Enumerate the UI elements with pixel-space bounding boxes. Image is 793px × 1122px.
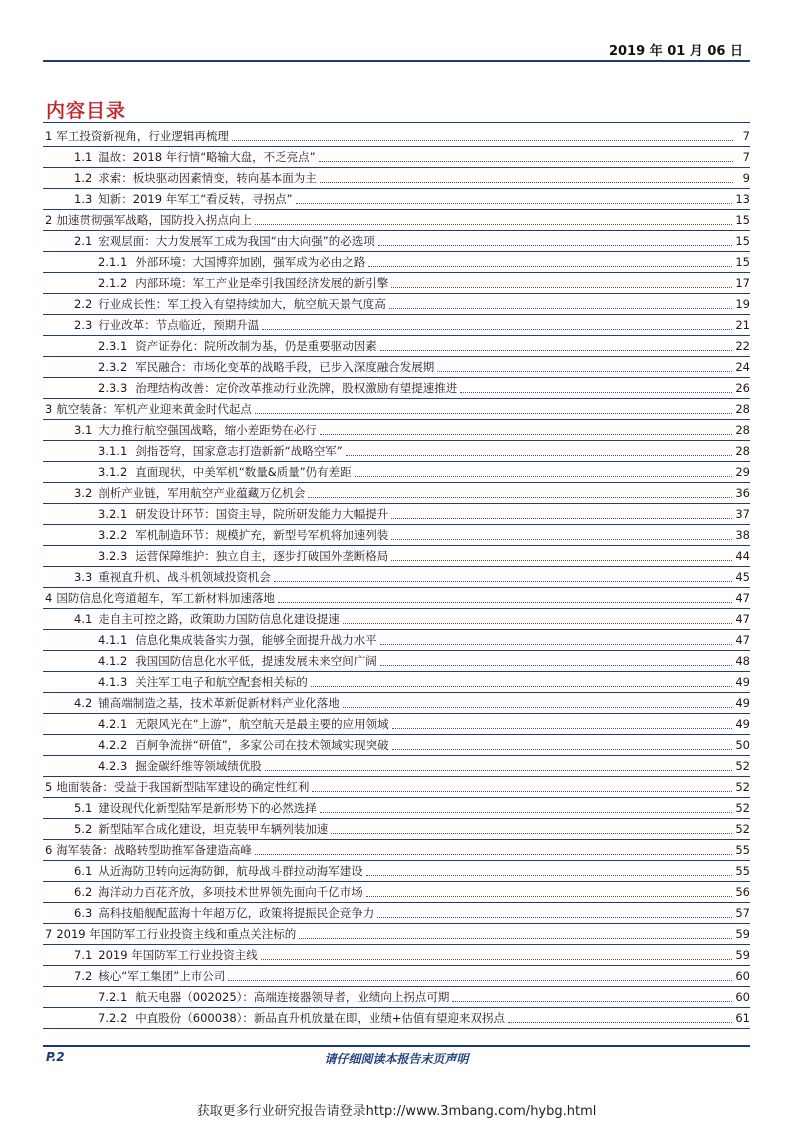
toc-entry[interactable] — [43, 420, 750, 441]
toc-entry-page: 22 — [735, 339, 750, 353]
toc-entry-title: 百舸争流拼“研值”，多家公司在技术领域实现突破 — [135, 738, 389, 752]
toc-leader-dots — [319, 161, 733, 162]
toc-entry-title: 宏观层面：大力发展军工成为我国“由大向强”的必选项 — [98, 234, 375, 248]
toc-entry-page: 52 — [735, 759, 750, 773]
toc-entry-page: 45 — [735, 570, 750, 584]
toc-entry-number: 2.1 — [74, 234, 93, 248]
toc-entry[interactable] — [43, 861, 750, 882]
toc-entry-title: 海洋动力百花齐放，多项技术世界领先面向千亿市场 — [98, 885, 363, 899]
toc-leader-dots — [391, 560, 732, 561]
toc-leader-dots — [508, 1022, 732, 1023]
toc-entry-page: 50 — [735, 738, 750, 752]
toc-entry[interactable] — [43, 378, 750, 399]
toc-entry[interactable] — [43, 273, 750, 294]
toc-leader-dots — [355, 476, 733, 477]
toc-entry-title: 剑指苍穹，国家意志打造新新“战略空军” — [135, 444, 343, 458]
toc-leader-dots — [346, 455, 733, 456]
toc-entry-number: 5.1 — [74, 801, 93, 815]
toc-entry-number: 2.3 — [74, 318, 93, 332]
toc-entry-title: 掘金碳纤维等领域绩优股 — [135, 759, 262, 773]
toc-leader-dots — [255, 224, 733, 225]
toc-entry-number: 3.2.1 — [98, 507, 128, 521]
toc-entry-title: 直面现状，中美军机“数量&质量”仍有差距 — [135, 465, 352, 479]
toc-entry-title: 中直股份（600038）：新品直升机放量在即，业绩+估值有望迎来双拐点 — [135, 1011, 506, 1025]
toc-leader-dots — [343, 707, 733, 708]
toc-leader-dots — [261, 959, 733, 960]
toc-entry-number: 4.1 — [74, 612, 93, 626]
toc-entry-number: 4.2.1 — [98, 717, 128, 731]
toc-leader-dots — [391, 539, 732, 540]
toc-leader-dots — [380, 350, 733, 351]
header-date: 2019 年 01 月 06 日 — [609, 44, 743, 59]
toc-leader-dots — [296, 203, 733, 204]
toc-entry-title: 铺高端制造之基，技术革新促新材料产业化落地 — [98, 696, 340, 710]
toc-entry[interactable] — [43, 399, 750, 420]
toc-entry-page: 47 — [735, 633, 750, 647]
toc-leader-dots — [228, 980, 732, 981]
toc-leader-dots — [312, 791, 732, 792]
toc-entry[interactable] — [43, 840, 750, 861]
toc-list — [43, 126, 750, 1029]
toc-entry[interactable] — [43, 504, 750, 525]
toc-leader-dots — [366, 875, 733, 876]
toc-entry-page: 15 — [735, 255, 750, 269]
toc-entry-page: 52 — [735, 822, 750, 836]
toc-entry-title: 知新：2019 年军工“看反转，寻拐点” — [98, 192, 293, 206]
toc-entry[interactable] — [43, 630, 750, 651]
toc-leader-dots — [278, 602, 733, 603]
toc-leader-dots — [255, 413, 733, 414]
toc-entry-title: 大力推行航空强国战略，缩小差距势在必行 — [98, 423, 317, 437]
toc-entry-number: 6 — [45, 843, 53, 857]
toc-entry-number: 3.2.3 — [98, 549, 128, 563]
toc-entry[interactable] — [43, 777, 750, 798]
toc-entry-page: 49 — [735, 696, 750, 710]
toc-entry-page: 37 — [735, 507, 750, 521]
toc-leader-dots — [308, 497, 732, 498]
toc-entry-page: 19 — [735, 297, 750, 311]
toc-entry-number: 7.2.2 — [98, 1011, 128, 1025]
toc-entry-number: 4.1.2 — [98, 654, 128, 668]
toc-entry-number: 2 — [45, 213, 53, 227]
footer-divider — [43, 1045, 750, 1047]
toc-entry-number: 6.1 — [74, 864, 93, 878]
toc-leader-dots — [380, 665, 733, 666]
toc-entry[interactable] — [43, 441, 750, 462]
toc-entry-number: 4 — [45, 591, 53, 605]
toc-leader-dots — [378, 245, 733, 246]
toc-leader-dots — [255, 854, 733, 855]
toc-entry-number: 6.2 — [74, 885, 93, 899]
toc-entry-number: 2.3.1 — [98, 339, 128, 353]
toc-entry-title: 军工投资新视角，行业逻辑再梳理 — [56, 129, 229, 143]
header-divider — [43, 60, 750, 62]
toc-entry-number: 3.2 — [74, 486, 93, 500]
toc-entry-title: 无限风光在“上游”，航空航天是最主要的应用领域 — [135, 717, 389, 731]
toc-leader-dots — [460, 392, 732, 393]
toc-entry-page: 36 — [735, 486, 750, 500]
toc-entry[interactable] — [43, 336, 750, 357]
toc-entry[interactable] — [43, 546, 750, 567]
toc-entry-title: 我国国防信息化水平低，提速发展未来空间广阔 — [135, 654, 377, 668]
toc-leader-dots — [299, 938, 732, 939]
toc-entry-title: 运营保障维护：独立自主，逐步打破国外垄断格局 — [135, 549, 389, 563]
toc-entry-number: 2.2 — [74, 297, 93, 311]
toc-leader-dots — [391, 287, 732, 288]
toc-entry-title: 信息化集成装备实力强，能够全面提升战力水平 — [135, 633, 377, 647]
toc-entry[interactable] — [43, 462, 750, 483]
toc-entry-page: 61 — [735, 1011, 750, 1025]
toc-entry-number: 3.2.2 — [98, 528, 128, 542]
toc-leader-dots — [262, 329, 732, 330]
toc-entry-number: 5 — [45, 780, 53, 794]
toc-entry-page: 55 — [735, 843, 750, 857]
toc-entry-page: 15 — [735, 213, 750, 227]
toc-entry-page: 13 — [735, 192, 750, 206]
toc-entry-title: 重视直升机、战斗机领域投资机会 — [98, 570, 271, 584]
toc-leader-dots — [392, 728, 733, 729]
toc-entry[interactable] — [43, 315, 750, 336]
toc-entry-title: 剖析产业链，军用航空产业蕴藏万亿机会 — [98, 486, 306, 500]
toc-entry-page: 48 — [735, 654, 750, 668]
toc-entry-page: 49 — [735, 675, 750, 689]
toc-entry-title: 军机制造环节：规模扩充，新型号军机将加速列装 — [135, 528, 389, 542]
toc-entry-number: 3.1 — [74, 423, 93, 437]
toc-leader-dots — [232, 140, 733, 141]
toc-entry-number: 7.2 — [74, 969, 93, 983]
toc-entry-number: 1.2 — [74, 171, 93, 185]
toc-entry-page: 26 — [735, 381, 750, 395]
toc-entry-title: 资产证券化：院所改制为基，仍是重要驱动因素 — [135, 339, 377, 353]
toc-entry-page: 21 — [735, 318, 750, 332]
toc-leader-dots — [320, 182, 733, 183]
toc-entry-title: 加速贯彻强军战略，国防投入拐点向上 — [56, 213, 252, 227]
toc-entry-page: 55 — [735, 864, 750, 878]
toc-entry-number: 1.1 — [74, 150, 93, 164]
toc-entry-number: 2.3.2 — [98, 360, 128, 374]
toc-entry[interactable] — [43, 924, 750, 945]
toc-entry[interactable] — [43, 210, 750, 231]
toc-entry-number: 3.3 — [74, 570, 93, 584]
toc-entry-title: 研发设计环节：国资主导，院所研发能力大幅提升 — [135, 507, 389, 521]
toc-entry-title: 航空装备：军机产业迎来黄金时代起点 — [56, 402, 252, 416]
toc-entry-title: 外部环境：大国博弈加剧，强军成为必由之路 — [135, 255, 366, 269]
toc-entry-page: 15 — [735, 234, 750, 248]
toc-entry[interactable] — [43, 819, 750, 840]
toc-entry[interactable] — [43, 651, 750, 672]
toc-entry-title: 航天电器（002025）：高端连接器领导者，业绩向上拐点可期 — [135, 990, 450, 1004]
toc-entry-page: 38 — [735, 528, 750, 542]
toc-entry[interactable] — [43, 126, 750, 147]
footer-disclaimer: 请仔细阅读本报告末页声明 — [324, 1052, 469, 1066]
toc-leader-dots — [377, 917, 732, 918]
toc-entry-page: 52 — [735, 801, 750, 815]
toc-leader-dots — [274, 581, 733, 582]
toc-entry[interactable] — [43, 672, 750, 693]
toc-entry-page: 7 — [742, 129, 750, 143]
toc-entry[interactable] — [43, 147, 750, 168]
toc-entry[interactable] — [43, 714, 750, 735]
toc-leader-dots — [368, 266, 732, 267]
toc-entry-number: 2.3.3 — [98, 381, 128, 395]
toc-entry[interactable] — [43, 882, 750, 903]
toc-entry-title: 行业成长性：军工投入有望持续加大，航空航天景气度高 — [98, 297, 386, 311]
toc-entry[interactable] — [43, 735, 750, 756]
toc-entry[interactable] — [43, 231, 750, 252]
toc-entry-title: 国防信息化弯道超车，军工新材料加速落地 — [56, 591, 275, 605]
toc-leader-dots — [265, 770, 733, 771]
toc-entry[interactable] — [43, 294, 750, 315]
toc-entry[interactable] — [43, 525, 750, 546]
toc-entry-number: 2.1.1 — [98, 255, 128, 269]
toc-entry-title: 行业改革：节点临近，预期升温 — [98, 318, 260, 332]
toc-leader-dots — [389, 308, 733, 309]
toc-entry-number: 7.1 — [74, 948, 93, 962]
toc-leader-dots — [452, 1001, 732, 1002]
toc-entry-title: 内部环境：军工产业是牵引我国经济发展的新引擎 — [135, 276, 389, 290]
toc-entry-number: 6.3 — [74, 906, 93, 920]
toc-entry-title: 求索：板块驱动因素情变，转向基本面为主 — [98, 171, 317, 185]
toc-entry-title: 高科技船舰配蓝海十年超万亿，政策将提振民企竞争力 — [98, 906, 375, 920]
toc-entry-page: 28 — [735, 402, 750, 416]
toc-entry[interactable] — [43, 903, 750, 924]
toc-entry-title: 新型陆军合成化建设，坦克装甲车辆列装加速 — [98, 822, 329, 836]
toc-entry-page: 52 — [735, 780, 750, 794]
toc-entry[interactable] — [43, 693, 750, 714]
toc-entry-number: 2.1.2 — [98, 276, 128, 290]
toc-entry[interactable] — [43, 252, 750, 273]
toc-entry-page: 49 — [735, 717, 750, 731]
toc-entry-page: 44 — [735, 549, 750, 563]
toc-entry-number: 4.1.1 — [98, 633, 128, 647]
toc-entry-page: 29 — [735, 465, 750, 479]
toc-entry-number: 3 — [45, 402, 53, 416]
toc-entry-page: 60 — [735, 969, 750, 983]
toc-entry[interactable] — [43, 567, 750, 588]
toc-entry-title: 建设现代化新型陆军是新形势下的必然选择 — [98, 801, 317, 815]
toc-entry-title: 军民融合：市场化变革的战略手段，已步入深度融合发展期 — [135, 360, 435, 374]
toc-entry[interactable] — [43, 1008, 750, 1029]
toc-entry[interactable] — [43, 189, 750, 210]
toc-title-divider — [43, 122, 750, 123]
toc-entry[interactable] — [43, 987, 750, 1008]
toc-entry-title: 关注军工电子和航空配套相关标的 — [135, 675, 308, 689]
toc-entry-number: 7 — [45, 927, 53, 941]
toc-entry-number: 4.1.3 — [98, 675, 128, 689]
toc-entry-page: 9 — [742, 171, 750, 185]
toc-entry-number: 3.1.1 — [98, 444, 128, 458]
toc-leader-dots — [343, 623, 733, 624]
toc-entry-title: 地面装备：受益于我国新型陆军建设的确定性红利 — [56, 780, 310, 794]
toc-entry[interactable] — [43, 588, 750, 609]
footer-page-number: P.2 — [46, 1050, 65, 1064]
toc-entry[interactable] — [43, 168, 750, 189]
toc-entry[interactable] — [43, 756, 750, 777]
toc-leader-dots — [437, 371, 732, 372]
toc-entry[interactable] — [43, 966, 750, 987]
toc-entry[interactable] — [43, 357, 750, 378]
toc-entry-title: 海军装备：战略转型助推军备建造高峰 — [56, 843, 252, 857]
toc-entry-number: 4.2 — [74, 696, 93, 710]
toc-leader-dots — [366, 896, 733, 897]
toc-entry-page: 60 — [735, 990, 750, 1004]
toc-entry-page: 59 — [735, 927, 750, 941]
toc-entry-number: 4.2.2 — [98, 738, 128, 752]
toc-entry-number: 3.1.2 — [98, 465, 128, 479]
toc-entry[interactable] — [43, 945, 750, 966]
toc-entry-number: 5.2 — [74, 822, 93, 836]
toc-entry-title: 治理结构改善：定价改革推动行业洗牌，股权激励有望提速推进 — [135, 381, 458, 395]
toc-entry-page: 24 — [735, 360, 750, 374]
toc-leader-dots — [380, 644, 733, 645]
toc-entry-page: 47 — [735, 612, 750, 626]
toc-entry-title: 走自主可控之路，政策助力国防信息化建设提速 — [98, 612, 340, 626]
toc-entry-page: 17 — [735, 276, 750, 290]
toc-entry-page: 57 — [735, 906, 750, 920]
toc-entry[interactable] — [43, 483, 750, 504]
toc-entry-number: 1.3 — [74, 192, 93, 206]
toc-entry-title: 2019 年国防军工行业投资主线 — [98, 948, 258, 962]
toc-entry-page: 28 — [735, 444, 750, 458]
toc-leader-dots — [311, 686, 733, 687]
toc-leader-dots — [391, 518, 732, 519]
toc-entry-title: 温故：2018 年行情“略输大盘，不乏亮点” — [98, 150, 316, 164]
watermark-text: 获取更多行业研究报告请登录http://www.3mbang.com/hybg.html — [196, 1104, 597, 1119]
toc-entry-page: 47 — [735, 591, 750, 605]
toc-title: 内容目录 — [46, 100, 127, 122]
toc-entry-page: 59 — [735, 948, 750, 962]
toc-entry[interactable] — [43, 609, 750, 630]
toc-entry[interactable] — [43, 798, 750, 819]
toc-entry-page: 28 — [735, 423, 750, 437]
toc-leader-dots — [320, 812, 733, 813]
toc-entry-number: 7.2.1 — [98, 990, 128, 1004]
toc-entry-title: 从近海防卫转向远海防御，航母战斗群拉动海军建设 — [98, 864, 363, 878]
toc-entry-title: 2019 年国防军工行业投资主线和重点关注标的 — [56, 927, 297, 941]
toc-entry-page: 56 — [735, 885, 750, 899]
toc-leader-dots — [392, 749, 733, 750]
toc-leader-dots — [331, 833, 732, 834]
toc-entry-title: 核心“军工集团”上市公司 — [98, 969, 226, 983]
toc-entry-number: 4.2.3 — [98, 759, 128, 773]
toc-entry-number: 1 — [45, 129, 53, 143]
toc-entry-page: 7 — [742, 150, 750, 164]
toc-leader-dots — [320, 434, 733, 435]
